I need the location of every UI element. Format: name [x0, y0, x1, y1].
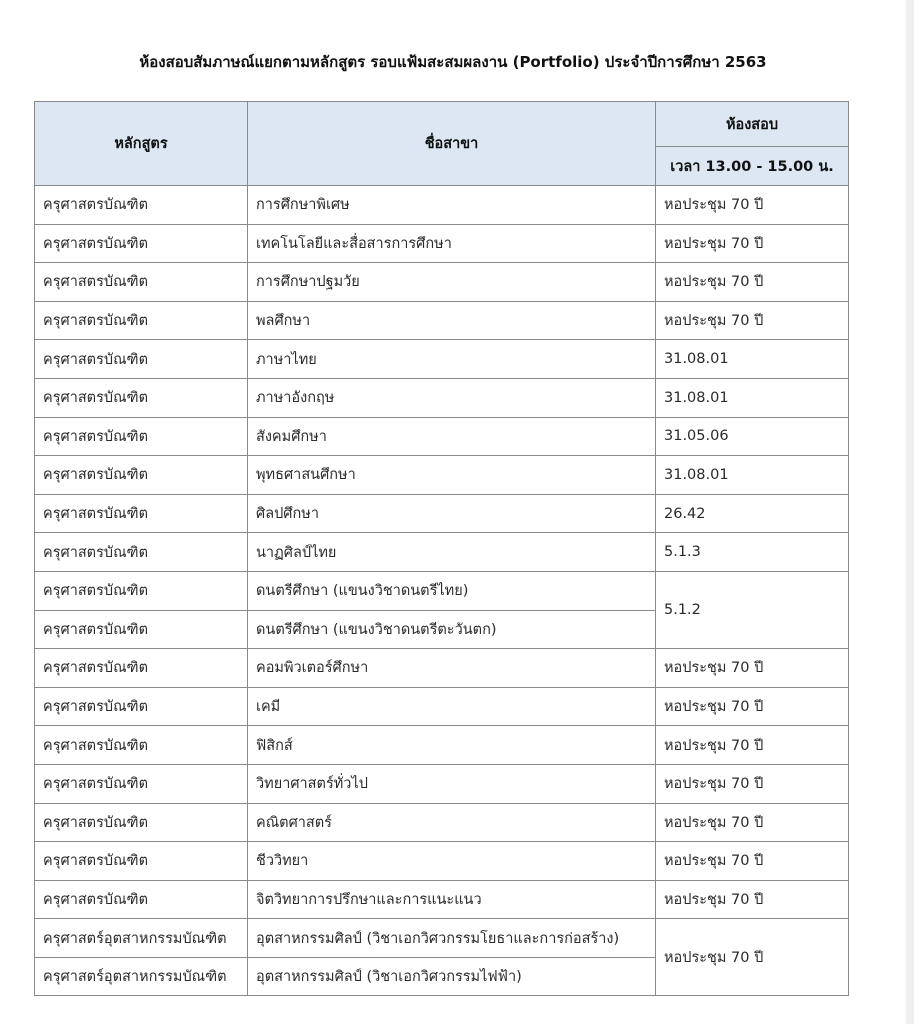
cell-program: ครุศาสตรบัณฑิต — [35, 571, 248, 610]
interview-room-table — [34, 101, 849, 996]
cell-program: ครุศาสตรบัณฑิต — [35, 417, 248, 456]
cell-major: ภาษาอังกฤษ — [248, 378, 656, 417]
cell-program: ครุศาสตรบัณฑิต — [35, 764, 248, 803]
cell-major: วิทยาศาสตร์ทั่วไป — [248, 764, 656, 803]
cell-program: ครุศาสตรบัณฑิต — [35, 301, 248, 340]
cell-room: หอประชุม 70 ปี — [656, 880, 849, 919]
cell-room: 31.08.01 — [656, 456, 849, 495]
document-title: ห้องสอบสัมภาษณ์แยกตามหลักสูตร รอบแฟ้มสะสมผลงาน (Portfolio) ประจำปีการศึกษา 2563 — [139, 53, 767, 71]
table-row — [35, 764, 849, 803]
cell-room: 5.1.3 — [656, 533, 849, 572]
cell-room: 26.42 — [656, 494, 849, 533]
table-row — [35, 417, 849, 456]
table-row — [35, 533, 849, 572]
cell-major: นาฏศิลป์ไทย — [248, 533, 656, 572]
cell-room: หอประชุม 70 ปี — [656, 803, 849, 842]
cell-major: ดนตรีศึกษา (แขนงวิชาดนตรีไทย) — [248, 571, 656, 610]
cell-program: ครุศาสตรบัณฑิต — [35, 340, 248, 379]
cell-program: ครุศาสตรบัณฑิต — [35, 224, 248, 263]
table-row — [35, 803, 849, 842]
table-row — [35, 687, 849, 726]
cell-room: หอประชุม 70 ปี — [656, 764, 849, 803]
cell-program: ครุศาสตรบัณฑิต — [35, 880, 248, 919]
cell-program: ครุศาสตรบัณฑิต — [35, 842, 248, 881]
cell-room: 31.05.06 — [656, 417, 849, 456]
table-row — [35, 919, 849, 958]
cell-room: หอประชุม 70 ปี — [656, 224, 849, 263]
cell-program: ครุศาสตร์อุตสาหกรรมบัณฑิต — [35, 957, 248, 996]
table-row — [35, 842, 849, 881]
table-row — [35, 263, 849, 302]
table-row — [35, 726, 849, 765]
table-row — [35, 456, 849, 495]
cell-program: ครุศาสตร์อุตสาหกรรมบัณฑิต — [35, 919, 248, 958]
table-row — [35, 494, 849, 533]
cell-major: เทคโนโลยีและสื่อสารการศึกษา — [248, 224, 656, 263]
cell-major: สังคมศึกษา — [248, 417, 656, 456]
table-row — [35, 340, 849, 379]
cell-room: หอประชุม 70 ปี — [656, 186, 849, 225]
cell-major: ดนตรีศึกษา (แขนงวิชาดนตรีตะวันตก) — [248, 610, 656, 649]
cell-major: คณิตศาสตร์ — [248, 803, 656, 842]
cell-room: 31.08.01 — [656, 378, 849, 417]
cell-program: ครุศาสตรบัณฑิต — [35, 726, 248, 765]
header-time: เวลา 13.00 - 15.00 น. — [656, 147, 849, 186]
cell-program: ครุศาสตรบัณฑิต — [35, 186, 248, 225]
table-row — [35, 880, 849, 919]
cell-major: อุตสาหกรรมศิลป์ (วิชาเอกวิศวกรรมโยธาและการก่อสร้าง) — [248, 919, 656, 958]
cell-major: คอมพิวเตอร์ศึกษา — [248, 649, 656, 688]
cell-room: หอประชุม 70 ปี — [656, 919, 849, 996]
table-row — [35, 378, 849, 417]
cell-room: หอประชุม 70 ปี — [656, 301, 849, 340]
cell-major: การศึกษาปฐมวัย — [248, 263, 656, 302]
cell-room: 5.1.2 — [656, 571, 849, 648]
scrollbar-track[interactable] — [906, 0, 914, 1024]
cell-major: ภาษาไทย — [248, 340, 656, 379]
cell-program: ครุศาสตรบัณฑิต — [35, 378, 248, 417]
cell-major: ฟิสิกส์ — [248, 726, 656, 765]
cell-program: ครุศาสตรบัณฑิต — [35, 610, 248, 649]
header-major: ชื่อสาขา — [248, 102, 656, 186]
cell-program: ครุศาสตรบัณฑิต — [35, 456, 248, 495]
table-header — [35, 102, 849, 186]
table-row — [35, 571, 849, 610]
cell-room: หอประชุม 70 ปี — [656, 726, 849, 765]
cell-room: หอประชุม 70 ปี — [656, 263, 849, 302]
table-row — [35, 186, 849, 225]
cell-major: อุตสาหกรรมศิลป์ (วิชาเอกวิศวกรรมไฟฟ้า) — [248, 957, 656, 996]
cell-program: ครุศาสตรบัณฑิต — [35, 494, 248, 533]
table-row — [35, 224, 849, 263]
table-row — [35, 301, 849, 340]
cell-program: ครุศาสตรบัณฑิต — [35, 803, 248, 842]
table-body — [35, 186, 849, 996]
cell-major: ชีววิทยา — [248, 842, 656, 881]
table-row — [35, 649, 849, 688]
header-program: หลักสูตร — [35, 102, 248, 186]
cell-room: 31.08.01 — [656, 340, 849, 379]
cell-major: พุทธศาสนศึกษา — [248, 456, 656, 495]
cell-program: ครุศาสตรบัณฑิต — [35, 263, 248, 302]
cell-program: ครุศาสตรบัณฑิต — [35, 533, 248, 572]
cell-major: ศิลปศึกษา — [248, 494, 656, 533]
cell-room: หอประชุม 70 ปี — [656, 687, 849, 726]
header-room: ห้องสอบ — [656, 102, 849, 147]
cell-room: หอประชุม 70 ปี — [656, 842, 849, 881]
cell-program: ครุศาสตรบัณฑิต — [35, 649, 248, 688]
cell-major: จิตวิทยาการปรึกษาและการแนะแนว — [248, 880, 656, 919]
cell-room: หอประชุม 70 ปี — [656, 649, 849, 688]
cell-major: พลศึกษา — [248, 301, 656, 340]
cell-major: เคมี — [248, 687, 656, 726]
cell-major: การศึกษาพิเศษ — [248, 186, 656, 225]
cell-program: ครุศาสตรบัณฑิต — [35, 687, 248, 726]
